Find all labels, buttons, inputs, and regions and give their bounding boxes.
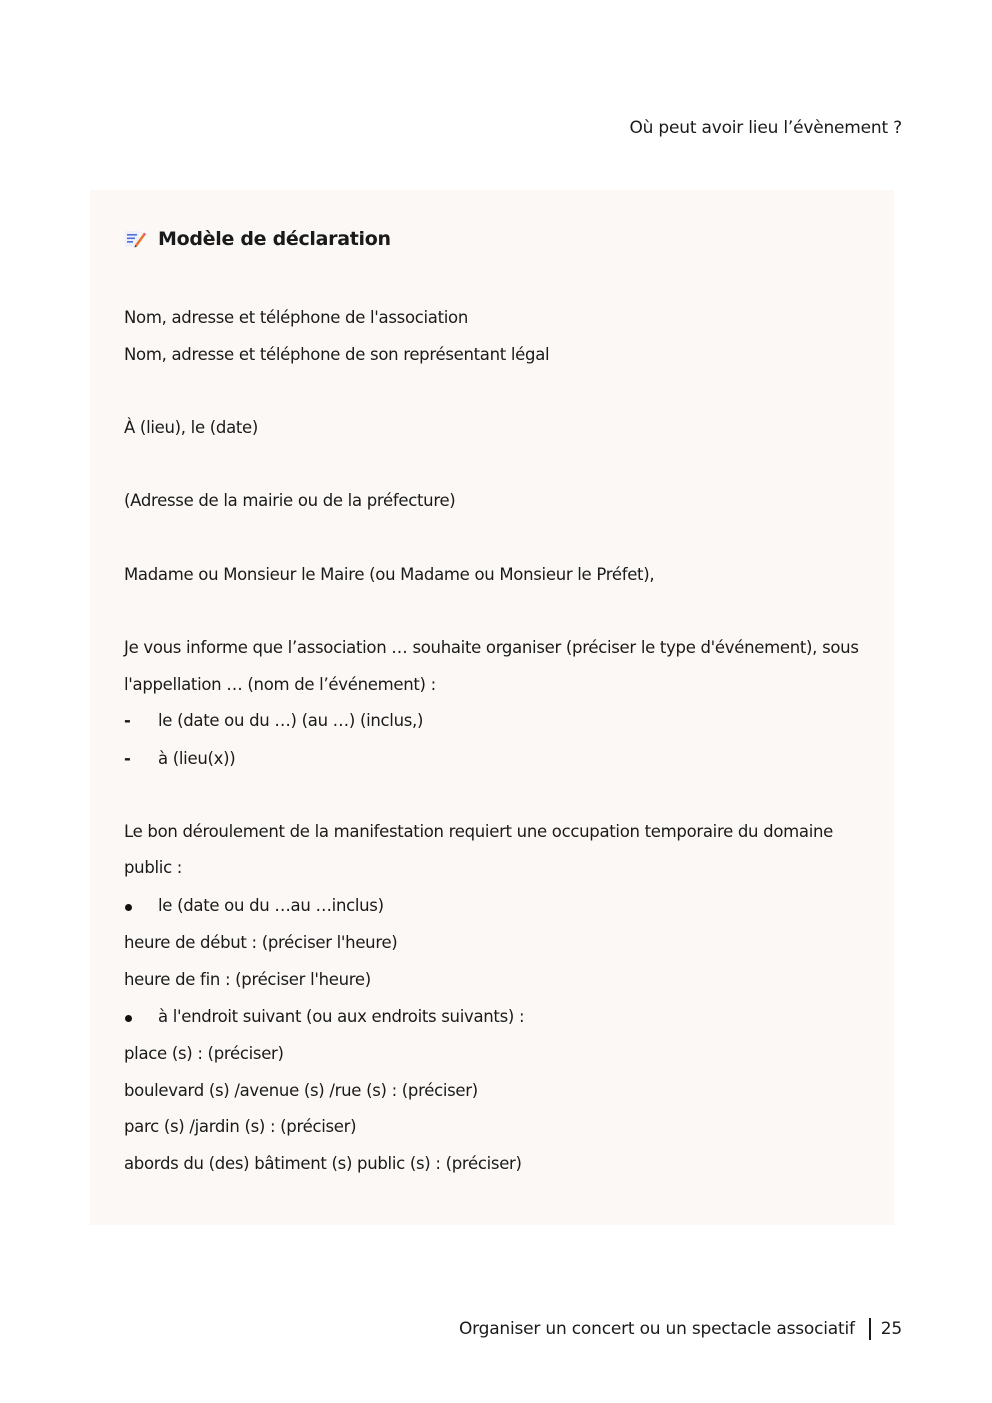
place-date-line: À (lieu), le (date) bbox=[124, 418, 259, 437]
intro-paragraph-line-1: Je vous informe que l’association … souhaite organiser (préciser le type d'événement), sous bbox=[124, 638, 859, 657]
street-line: boulevard (s) /avenue (s) /rue (s) : (préciser) bbox=[124, 1081, 478, 1100]
bullet-icon bbox=[125, 904, 132, 911]
list-item-place: à (lieu(x)) bbox=[158, 749, 236, 768]
end-time-line: heure de fin : (préciser l'heure) bbox=[124, 970, 371, 989]
association-line: Nom, adresse et téléphone de l'association bbox=[124, 308, 469, 327]
page-number: 25 bbox=[880, 1319, 902, 1339]
page-footer bbox=[459, 1318, 902, 1340]
representative-line: Nom, adresse et téléphone de son représentant légal bbox=[124, 345, 550, 364]
running-head: Où peut avoir lieu l’évènement ? bbox=[629, 118, 902, 138]
list-item-date: le (date ou du …) (au …) (inclus,) bbox=[158, 711, 424, 730]
memo-icon bbox=[124, 228, 146, 250]
start-time-line: heure de début : (préciser l'heure) bbox=[124, 933, 398, 952]
public-building-line: abords du (des) bâtiment (s) public (s) : (préciser) bbox=[124, 1154, 522, 1173]
intro-paragraph-line-2: l'appellation … (nom de l’événement) : bbox=[124, 675, 436, 694]
box-title-text: Modèle de déclaration bbox=[158, 228, 391, 250]
bullet-item-location: à l'endroit suivant (ou aux endroits suivants) : bbox=[158, 1007, 525, 1026]
square-line: place (s) : (préciser) bbox=[124, 1044, 284, 1063]
dash-marker: - bbox=[124, 711, 131, 730]
bullet-icon bbox=[125, 1015, 132, 1022]
dash-marker: - bbox=[124, 749, 131, 768]
park-line: parc (s) /jardin (s) : (préciser) bbox=[124, 1117, 357, 1136]
publication-title: Organiser un concert ou un spectacle associatif bbox=[458, 1319, 855, 1339]
salutation-line: Madame ou Monsieur le Maire (ou Madame ou Monsieur le Préfet), bbox=[124, 565, 655, 584]
bullet-item-date: le (date ou du …au …inclus) bbox=[158, 896, 384, 915]
recipient-address-line: (Adresse de la mairie ou de la préfecture) bbox=[124, 491, 456, 510]
footer-separator bbox=[869, 1318, 871, 1340]
occupation-paragraph-line-2: public : bbox=[124, 858, 183, 877]
declaration-template-box bbox=[90, 190, 894, 1225]
box-title bbox=[124, 228, 391, 250]
occupation-paragraph-line-1: Le bon déroulement de la manifestation requiert une occupation temporaire du domaine bbox=[124, 822, 833, 841]
